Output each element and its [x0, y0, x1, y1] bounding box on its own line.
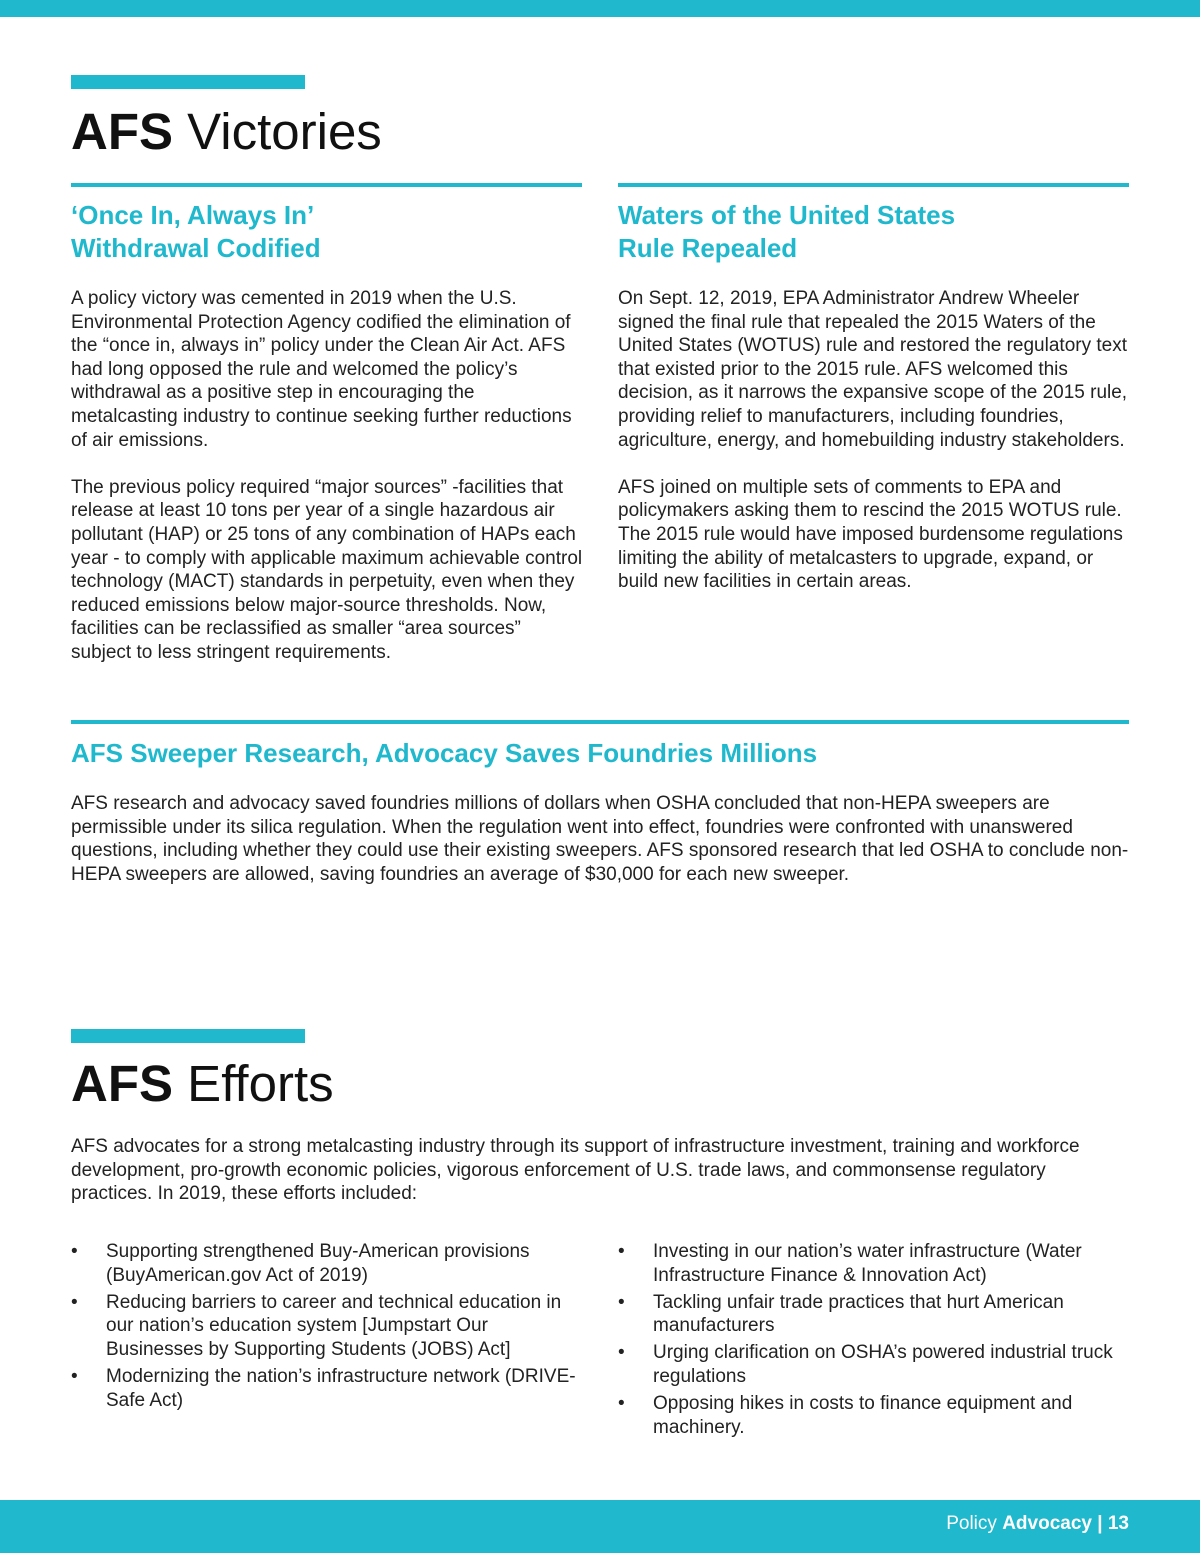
victories-title-bold: AFS — [71, 103, 173, 160]
list-item — [71, 1291, 576, 1362]
once-in-heading — [71, 199, 321, 265]
sweeper-rule — [71, 720, 1129, 724]
list-item-text: Modernizing the nation’s infrastructure network (DRIVE-Safe Act) — [106, 1365, 576, 1411]
bullet-icon: • — [71, 1241, 78, 1262]
wotus-heading — [618, 199, 955, 265]
list-item-text: Urging clarification on OSHA’s powered industrial truck regulations — [653, 1342, 1113, 1387]
list-item — [618, 1341, 1129, 1388]
victories-title-rest: Victories — [187, 103, 382, 160]
list-item — [618, 1240, 1129, 1287]
list-item — [71, 1365, 576, 1412]
list-item-text: Reducing barriers to career and technical education in our nation’s education system [Jumpstart Our Businesses by Supporting Students (JOBS) Act] — [106, 1291, 562, 1360]
list-item-text: Opposing hikes in costs to finance equipment and machinery. — [653, 1393, 1073, 1438]
wotus-paragraph-2: AFS joined on multiple sets of comments to EPA and policymakers asking them to rescind the 2015 WOTUS rule. The 2015 rule would have imposed burdensome regulations limiting the ability of metalcasters to upgrade, expand, or build new facilities in certain areas. — [618, 476, 1123, 593]
sweeper-body — [71, 792, 1129, 886]
wotus-heading-line1: Waters of the United States — [618, 200, 956, 230]
wotus-body — [618, 287, 1133, 594]
page-footer — [946, 1512, 1129, 1536]
sweeper-paragraph: AFS research and advocacy saved foundries millions of dollars when OSHA concluded that non-HEPA sweepers are permissible under its silica regulation. When the regulation went into effect, foundries were confronted with unanswered questions, including whether they could use their existing sweepers. AFS sponsored research that led OSHA to conclude non-HEPA sweepers are allowed, saving foundries an average of $30,000 for each new sweeper. — [71, 793, 1129, 885]
list-item — [618, 1291, 1129, 1338]
right-column-rule — [618, 183, 1129, 187]
efforts-intro — [71, 1135, 1129, 1206]
sweeper-heading-text: AFS Sweeper Research, Advocacy Saves Foundries Millions — [71, 738, 818, 768]
victories-title — [71, 102, 382, 162]
efforts-right-list — [618, 1240, 1129, 1443]
left-column-rule — [71, 183, 582, 187]
efforts-accent-bar — [71, 1029, 305, 1043]
list-item-text: Tackling unfair trade practices that hurt American manufacturers — [653, 1291, 1064, 1337]
list-item — [71, 1240, 576, 1287]
once-in-paragraph-1: A policy victory was cemented in 2019 when the U.S. Environmental Protection Agency codified the elimination of the “once in, always in” policy under the Clean Air Act. AFS had long opposed the rule and welcomed the policy’s withdrawal as a positive step in encouraging the metalcasting industry to continue seeking further reductions of air emissions. — [71, 288, 572, 451]
once-in-paragraph-2: The previous policy required “major sources” -facilities that release at least 10 tons per year of a single hazardous air pollutant (HAP) or 25 tons of any combination of HAPs each year - to comply with applicable maximum achievable control technology (MACT) standards in perpetuity, even when they reduced emissions below major-source thresholds. Now, facilities can be reclassified as smaller “area sources” subject to less stringent requirements. — [71, 476, 583, 663]
bullet-icon: • — [618, 1241, 625, 1262]
efforts-title-bold: AFS — [71, 1055, 173, 1112]
efforts-title-rest: Efforts — [187, 1055, 334, 1112]
top-accent-band — [0, 0, 1200, 17]
once-in-heading-line1: ‘Once In, Always In’ — [71, 200, 315, 230]
bullet-icon: • — [71, 1365, 78, 1387]
footer-section: Policy — [946, 1513, 997, 1534]
page-number: 13 — [1107, 1513, 1129, 1534]
once-in-heading-line2: Withdrawal Codified — [71, 233, 321, 263]
list-item-text: Investing in our nation’s water infrastructure (Water Infrastructure Finance & Innovation Act) — [653, 1241, 1082, 1286]
list-item — [618, 1392, 1129, 1439]
once-in-body — [71, 287, 583, 665]
wotus-paragraph-1: On Sept. 12, 2019, EPA Administrator Andrew Wheeler signed the final rule that repealed the 2015 Waters of the United States (WOTUS) rule and restored the regulatory text that existed prior to the 2015 rule. AFS welcomed this decision, as it narrows the expansive scope of the 2015 rule, providing relief to manufacturers, including foundries, agriculture, energy, and homebuilding industry stakeholders. — [618, 288, 1128, 451]
efforts-title — [71, 1054, 334, 1114]
footer-section-bold: Advocacy — [1002, 1513, 1092, 1534]
victories-accent-bar — [71, 75, 305, 89]
bullet-icon: • — [618, 1393, 625, 1415]
footer-separator: | — [1097, 1513, 1103, 1534]
efforts-left-list — [71, 1240, 576, 1416]
bullet-icon: • — [71, 1291, 78, 1313]
sweeper-heading — [71, 737, 817, 770]
efforts-intro-paragraph: AFS advocates for a strong metalcasting industry through its support of infrastructure investment, training and workforce development, pro-growth economic policies, vigorous enforcement of U.S. trade laws, and commonsense regulatory practices. In 2019, these efforts included: — [71, 1136, 1080, 1205]
wotus-heading-line2: Rule Repealed — [618, 233, 798, 263]
bullet-icon: • — [618, 1291, 625, 1313]
bullet-icon: • — [618, 1342, 625, 1364]
list-item-text: Supporting strengthened Buy-American provisions (BuyAmerican.gov Act of 2019) — [106, 1241, 530, 1286]
